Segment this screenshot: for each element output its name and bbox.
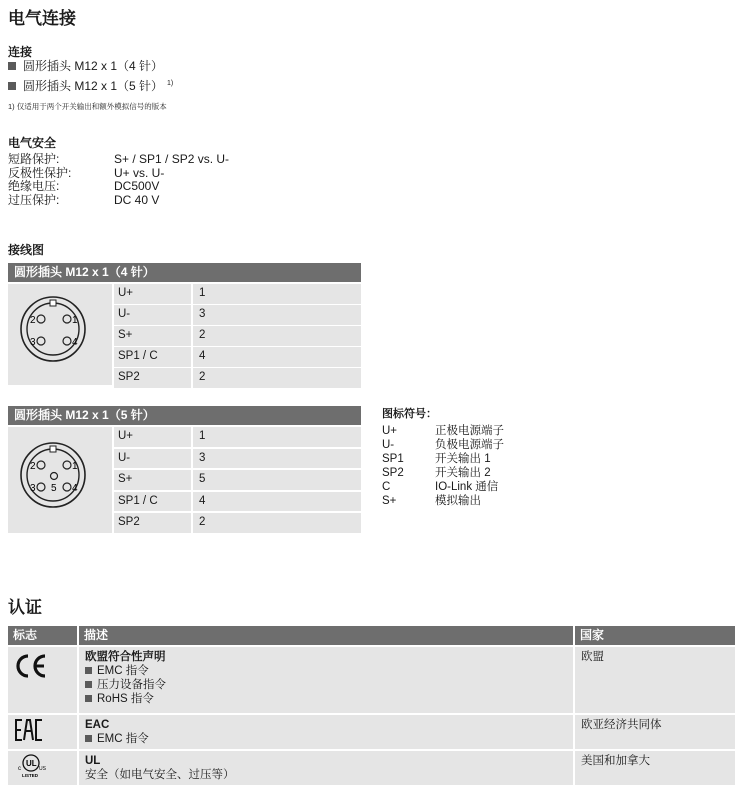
wiring-table-header: 圆形插头 M12 x 1（5 针） xyxy=(8,406,361,425)
m12-5pin-connector-icon xyxy=(8,427,112,533)
cert-note: 安全（如电气安全、过压等） xyxy=(85,769,235,781)
wiring-table-5pin xyxy=(8,406,361,535)
subsection-title-connection: 连接 xyxy=(8,45,33,59)
legend-desc: IO-Link 通信 xyxy=(435,481,499,493)
safety-value: DC500V xyxy=(114,179,160,193)
legend-desc: 开关输出 1 xyxy=(435,453,491,465)
wiring-signal: SP1 / C xyxy=(114,347,191,367)
cert-title: UL xyxy=(85,755,101,767)
m12-4pin-connector-icon xyxy=(8,284,112,385)
safety-row xyxy=(8,180,159,194)
section-title-certification: 认证 xyxy=(8,598,42,617)
cert-item xyxy=(85,664,573,678)
cert-title: 欧盟符合性声明 xyxy=(85,651,166,663)
bullet-square-icon xyxy=(85,695,92,702)
pin-number: 1 xyxy=(72,315,78,326)
safety-label: 过压保护: xyxy=(8,192,60,207)
safety-row xyxy=(8,153,229,167)
connector-5pin-diagram xyxy=(8,427,112,533)
wiring-pin: 3 xyxy=(193,449,361,469)
cert-title: EAC xyxy=(85,719,110,731)
ce-mark-icon xyxy=(14,652,48,680)
ul-mark-text: UL xyxy=(26,759,37,768)
wiring-table-header: 圆形插头 M12 x 1（4 针） xyxy=(8,263,361,282)
eac-mark-icon xyxy=(14,718,44,742)
safety-value: U+ vs. U- xyxy=(114,165,165,180)
connector-4pin-diagram xyxy=(8,284,112,385)
cert-item xyxy=(85,732,573,746)
legend-symbol: SP1 xyxy=(382,453,404,465)
certification-table xyxy=(8,626,735,781)
col-header-country: 国家 xyxy=(575,626,735,645)
cert-item-label: RoHS 指令 xyxy=(97,693,154,705)
subsection-title-wiring-diagram: 接线图 xyxy=(8,243,45,257)
wiring-signal: U- xyxy=(114,449,191,469)
wiring-signal: SP1 / C xyxy=(114,492,191,512)
safety-value: S+ / SP1 / SP2 vs. U- xyxy=(114,152,230,166)
pin-number: 1 xyxy=(72,461,78,472)
symbol-legend xyxy=(382,405,504,508)
cert-description-cell xyxy=(79,715,573,749)
legend-desc: 开关输出 2 xyxy=(435,467,491,479)
connection-item-label: 圆形插头 M12 x 1（4 针） xyxy=(23,59,164,73)
bullet-square-icon xyxy=(85,681,92,688)
legend-symbol: S+ xyxy=(382,495,397,507)
ul-mark-text: US xyxy=(39,766,46,772)
bullet-square-icon xyxy=(8,62,16,70)
table-row xyxy=(8,751,735,785)
safety-value: DC 40 V xyxy=(114,192,160,207)
wiring-signal: U+ xyxy=(114,284,191,304)
pin-number: 3 xyxy=(30,337,36,348)
pin-number: 2 xyxy=(30,461,36,472)
wiring-signal: SP2 xyxy=(114,368,191,388)
legend-desc: 正极电源端子 xyxy=(435,425,504,437)
pin-number: 4 xyxy=(72,483,78,494)
wiring-pin: 1 xyxy=(193,284,361,304)
wiring-row xyxy=(114,347,361,367)
legend-symbol: U+ xyxy=(382,425,398,437)
col-header-description: 描述 xyxy=(79,626,573,645)
wiring-pin: 5 xyxy=(193,470,361,490)
wiring-pin: 2 xyxy=(193,513,361,533)
wiring-table-4pin xyxy=(8,263,361,387)
ul-mark-text: LISTED xyxy=(22,773,39,778)
legend-title: 图标符号： xyxy=(382,408,437,420)
legend-item xyxy=(382,424,504,438)
safety-label: 短路保护: xyxy=(8,152,60,166)
cert-item-label: EMC 指令 xyxy=(97,665,149,677)
bullet-square-icon xyxy=(8,82,16,90)
cert-description-cell xyxy=(79,751,573,785)
wiring-row xyxy=(114,492,361,512)
bullet-square-icon xyxy=(85,735,92,742)
wiring-pin: 4 xyxy=(193,347,361,367)
cert-mark-cell xyxy=(8,715,77,749)
cert-country-cell: 欧亚经济共同体 xyxy=(575,715,735,749)
connection-item xyxy=(8,59,163,74)
legend-desc: 模拟输出 xyxy=(435,495,481,507)
wiring-pin: 4 xyxy=(193,492,361,512)
wiring-row xyxy=(114,513,361,533)
legend-symbol: SP2 xyxy=(382,467,404,479)
subsection-title-electrical-safety: 电气安全 xyxy=(8,136,57,150)
wiring-pin: 3 xyxy=(193,305,361,325)
wiring-signal: SP2 xyxy=(114,513,191,533)
wiring-pin: 2 xyxy=(193,368,361,388)
cert-mark-cell xyxy=(8,751,77,785)
bullet-square-icon xyxy=(85,667,92,674)
wiring-pin: 1 xyxy=(193,427,361,447)
safety-label: 绝缘电压: xyxy=(8,179,60,193)
table-row xyxy=(8,647,735,713)
wiring-row xyxy=(114,427,361,447)
wiring-row xyxy=(114,470,361,490)
cert-item-label: EMC 指令 xyxy=(97,733,149,745)
cert-item-label: 压力设备指令 xyxy=(97,679,166,691)
wiring-row xyxy=(114,449,361,469)
legend-item xyxy=(382,480,504,494)
connection-item-label: 圆形插头 M12 x 1（5 针） xyxy=(23,79,164,93)
pin-number: 4 xyxy=(72,337,78,348)
cert-country-cell: 美国和加拿大 xyxy=(575,751,735,785)
legend-item xyxy=(382,452,504,466)
col-header-mark: 标志 xyxy=(8,626,77,645)
legend-item xyxy=(382,494,504,508)
cert-item xyxy=(85,692,573,706)
table-row xyxy=(8,715,735,749)
footnote-marker: 1) xyxy=(167,80,174,87)
legend-item xyxy=(382,466,504,480)
wiring-row xyxy=(114,368,361,388)
wiring-row xyxy=(114,284,361,304)
ul-listed-mark-icon xyxy=(14,752,48,780)
safety-row xyxy=(8,167,164,181)
certification-table-header xyxy=(8,626,735,645)
legend-desc: 负极电源端子 xyxy=(435,439,504,451)
footnote: 1) 仅适用于两个开关输出和额外模拟信号的版本 xyxy=(8,102,167,111)
wiring-signal: S+ xyxy=(114,326,191,346)
pin-number: 2 xyxy=(30,315,36,326)
legend-symbol: U- xyxy=(382,439,395,451)
ul-mark-text: c xyxy=(18,766,21,772)
wiring-signal: U+ xyxy=(114,427,191,447)
connection-item xyxy=(8,76,173,94)
wiring-signal: S+ xyxy=(114,470,191,490)
cert-country-cell: 欧盟 xyxy=(575,647,735,713)
wiring-signal: U- xyxy=(114,305,191,325)
legend-symbol: C xyxy=(382,481,391,493)
pin-number: 5 xyxy=(51,483,57,494)
wiring-pin: 2 xyxy=(193,326,361,346)
cert-mark-cell xyxy=(8,647,77,713)
cert-description-cell xyxy=(79,647,573,713)
pin-number: 3 xyxy=(30,483,36,494)
section-title-electrical-connection: 电气连接 xyxy=(8,9,76,28)
wiring-row xyxy=(114,326,361,346)
wiring-row xyxy=(114,305,361,325)
cert-item xyxy=(85,678,573,692)
safety-label: 反极性保护: xyxy=(8,165,72,180)
legend-item xyxy=(382,438,504,452)
safety-row xyxy=(8,194,159,208)
